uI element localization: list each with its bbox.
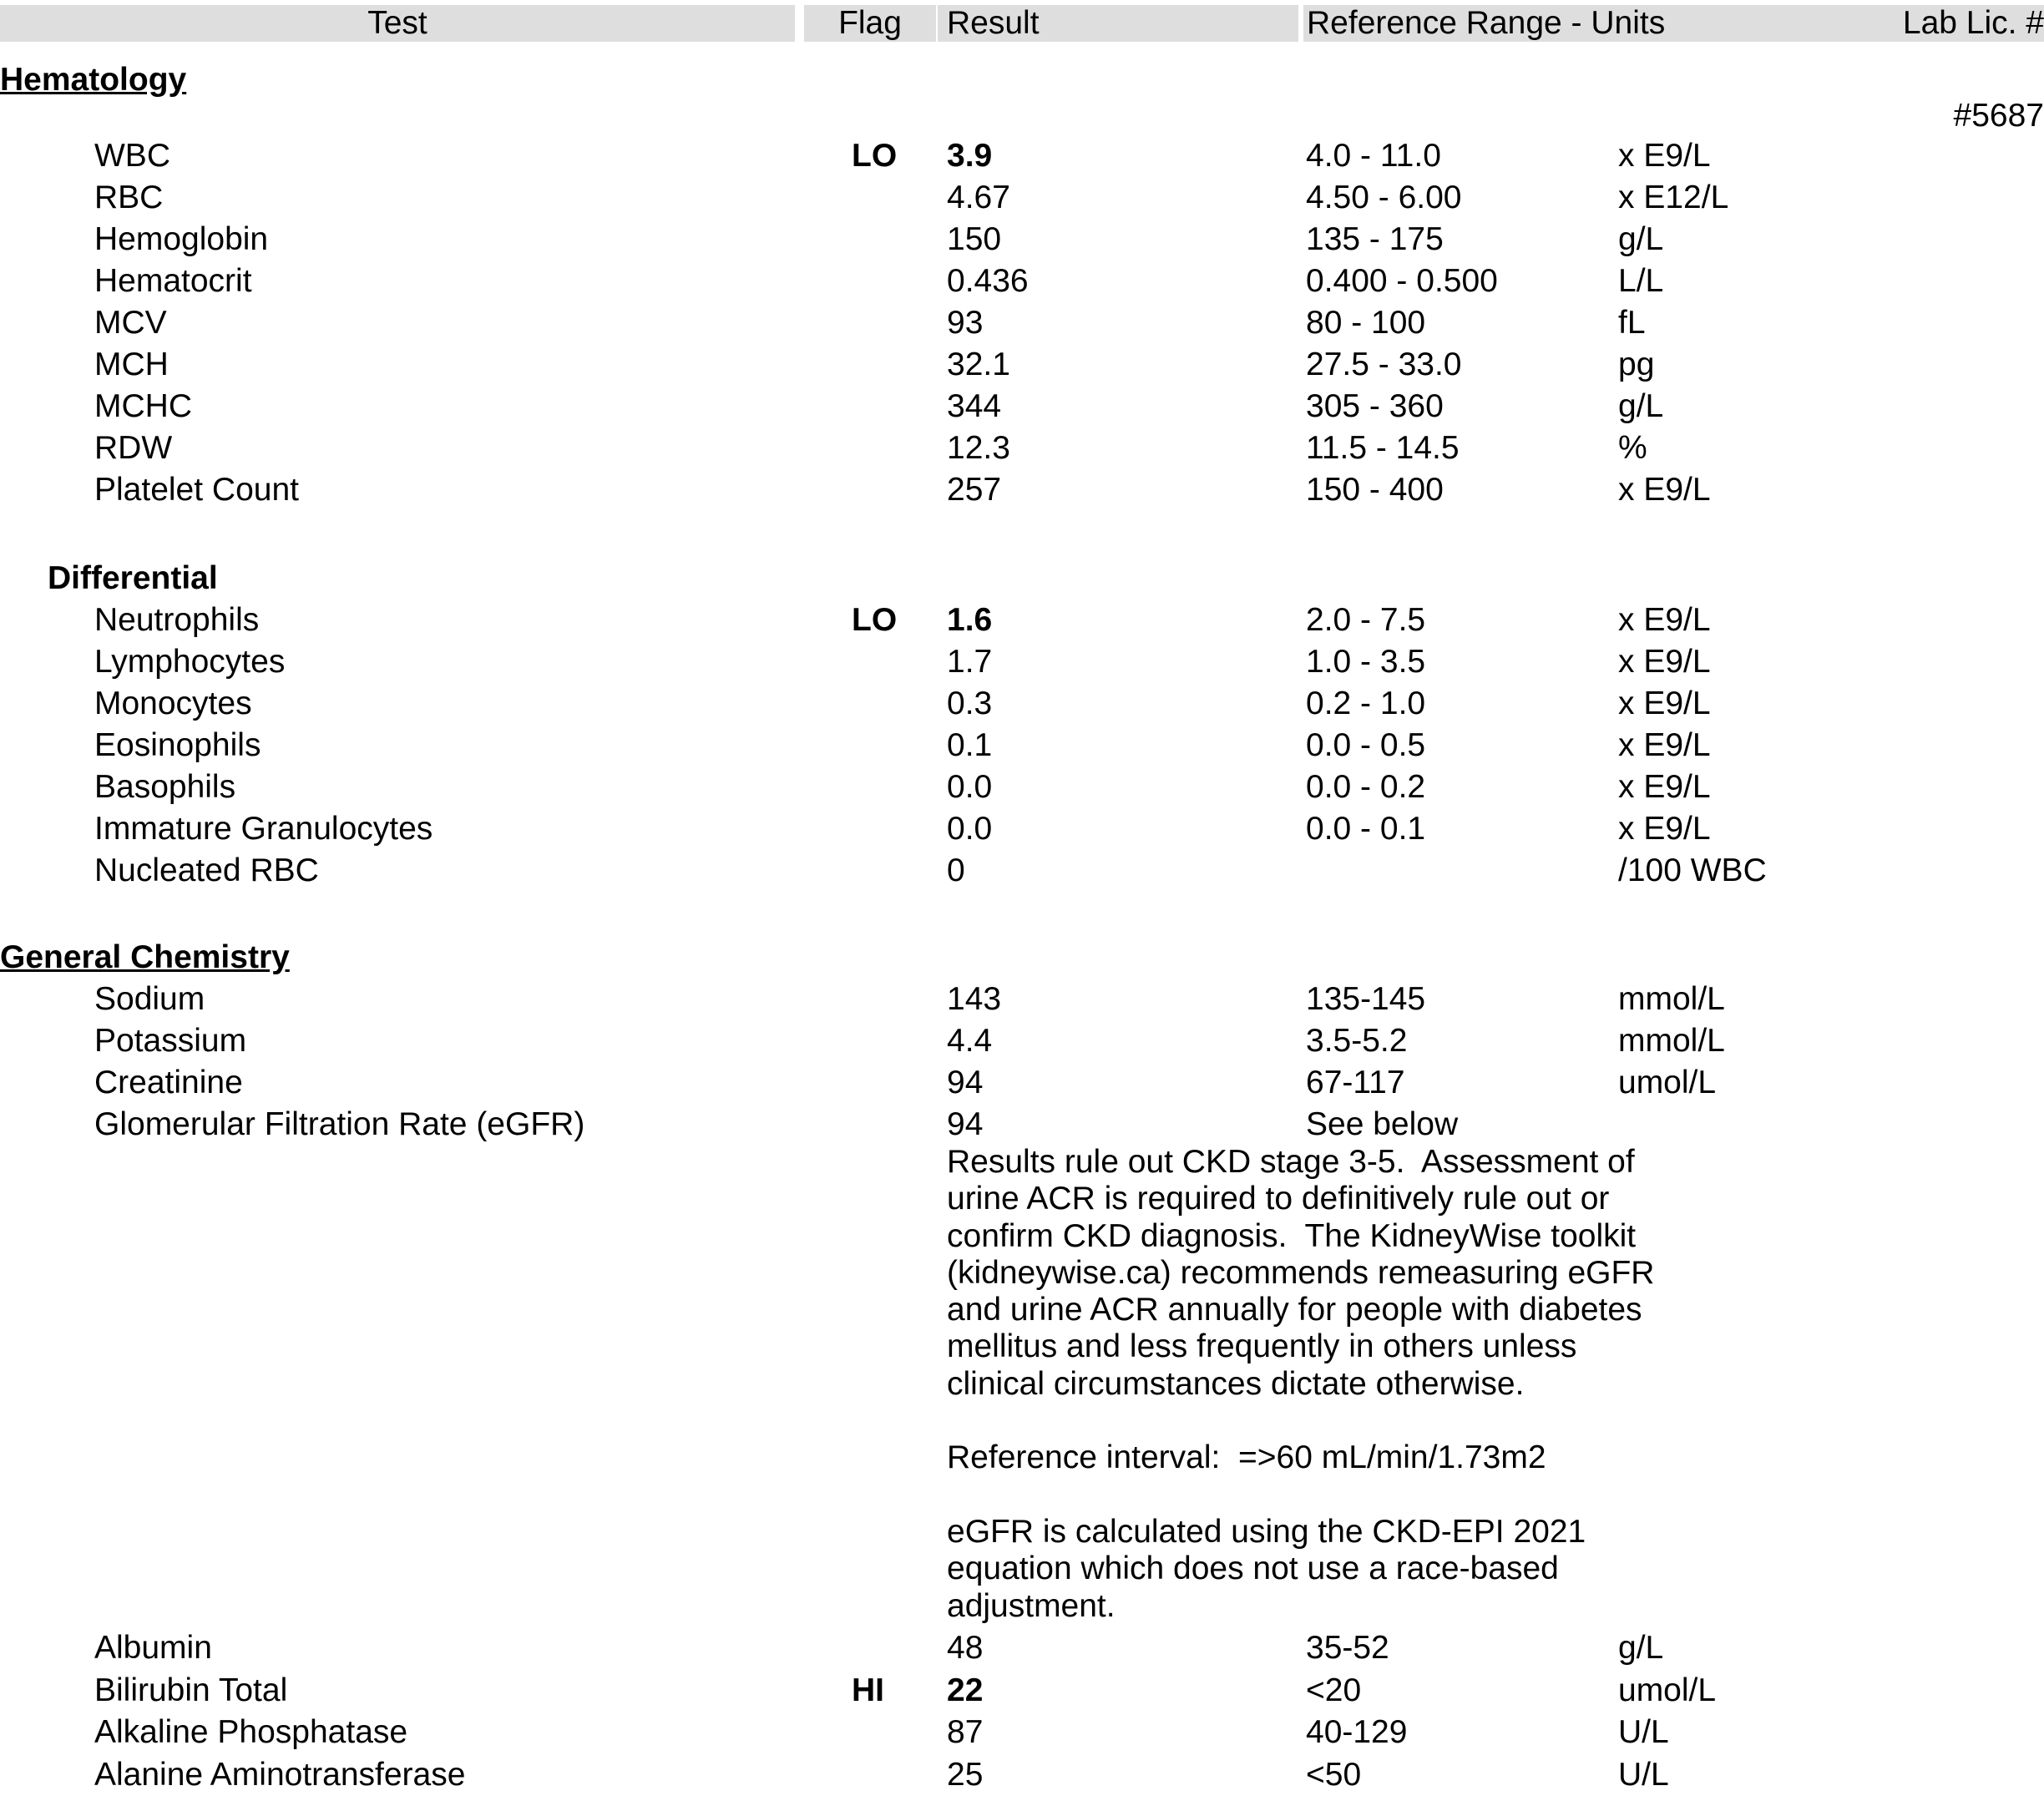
test-name: Bilirubin Total <box>94 1672 288 1708</box>
result-units: x E9/L <box>1618 811 1711 847</box>
result-units: fL <box>1618 305 1646 341</box>
reference-range: 2.0 - 7.5 <box>1306 602 1426 638</box>
header-test: Test <box>0 5 795 42</box>
result-units: % <box>1618 430 1647 466</box>
header-flag: Flag <box>804 5 936 42</box>
result-units: U/L <box>1618 1757 1669 1793</box>
test-name: WBC <box>94 138 170 174</box>
result-flag: LO <box>852 138 898 174</box>
egfr-comment: Results rule out CKD stage 3-5. Assessment of urine ACR is required to definitively rule out or confirm CKD diagnosis. The KidneyWise toolkit (kidneywise.ca) recommends remeasuring eGFR and urine ACR annually for people with diabetes mellitus and less frequently in others unless clinical circumstances dictate otherwise. Reference interval: =>60 mL/min/1.73m2 eGFR is calculated using the CKD-EPI 2021 equation which does not use a race-based adjustment. <box>947 1144 1655 1624</box>
result-units: pg <box>1618 347 1655 382</box>
result-value: 344 <box>947 388 1002 424</box>
reference-range: 4.50 - 6.00 <box>1306 180 1462 215</box>
reference-range: See below <box>1306 1106 1459 1142</box>
result-units: x E9/L <box>1618 602 1711 638</box>
test-name: Basophils <box>94 769 236 805</box>
result-value: 0 <box>947 852 965 888</box>
test-name: RBC <box>94 180 164 215</box>
result-value: 32.1 <box>947 347 1010 382</box>
result-units: g/L <box>1618 221 1664 257</box>
reference-range: <20 <box>1306 1672 1362 1708</box>
header-reference: Reference Range - Units <box>1303 5 2044 42</box>
test-name: Albumin <box>94 1630 212 1666</box>
result-value: 12.3 <box>947 430 1010 466</box>
test-name: Alanine Aminotransferase <box>94 1757 466 1793</box>
result-value: 1.6 <box>947 602 993 638</box>
reference-range: 80 - 100 <box>1306 305 1426 341</box>
test-name: Monocytes <box>94 685 252 721</box>
reference-range: 3.5-5.2 <box>1306 1023 1408 1059</box>
reference-range: 40-129 <box>1306 1714 1408 1750</box>
test-name: MCHC <box>94 388 192 424</box>
result-units: U/L <box>1618 1714 1669 1750</box>
result-flag: LO <box>852 602 898 638</box>
section-title-differential: Differential <box>48 560 218 596</box>
result-value: 94 <box>947 1065 984 1100</box>
test-name: Immature Granulocytes <box>94 811 433 847</box>
result-value: 143 <box>947 981 1002 1017</box>
reference-range: 35-52 <box>1306 1630 1389 1666</box>
result-units: g/L <box>1618 388 1664 424</box>
result-units: x E12/L <box>1618 180 1729 215</box>
test-name: Neutrophils <box>94 602 260 638</box>
result-value: 1.7 <box>947 644 993 680</box>
test-name: Glomerular Filtration Rate (eGFR) <box>94 1106 585 1142</box>
test-name: MCV <box>94 305 167 341</box>
result-value: 0.436 <box>947 263 1029 299</box>
result-value: 4.67 <box>947 180 1010 215</box>
result-units: mmol/L <box>1618 981 1725 1017</box>
reference-range: 67-117 <box>1306 1065 1405 1100</box>
reference-range: 1.0 - 3.5 <box>1306 644 1426 680</box>
test-name: Alkaline Phosphatase <box>94 1714 408 1750</box>
result-units: g/L <box>1618 1630 1664 1666</box>
test-name: Eosinophils <box>94 727 261 763</box>
reference-range: 0.400 - 0.500 <box>1306 263 1498 299</box>
test-name: Platelet Count <box>94 472 299 508</box>
reference-range: <50 <box>1306 1757 1362 1793</box>
reference-range: 0.0 - 0.2 <box>1306 769 1426 805</box>
test-name: RDW <box>94 430 173 466</box>
test-name: MCH <box>94 347 169 382</box>
reference-range: 135 - 175 <box>1306 221 1444 257</box>
result-units: mmol/L <box>1618 1023 1725 1059</box>
result-value: 257 <box>947 472 1002 508</box>
section-title-hematology: Hematology <box>0 62 187 98</box>
result-value: 150 <box>947 221 1002 257</box>
result-value: 87 <box>947 1714 984 1750</box>
reference-range: 135-145 <box>1306 981 1426 1017</box>
result-value: 0.0 <box>947 769 993 805</box>
reference-range: 0.0 - 0.5 <box>1306 727 1426 763</box>
result-units: x E9/L <box>1618 644 1711 680</box>
test-name: Lymphocytes <box>94 644 286 680</box>
reference-range: 4.0 - 11.0 <box>1306 138 1441 174</box>
result-value: 48 <box>947 1630 984 1666</box>
result-units: x E9/L <box>1618 138 1711 174</box>
result-value: 3.9 <box>947 138 993 174</box>
test-name: Sodium <box>94 981 205 1017</box>
result-value: 25 <box>947 1757 984 1793</box>
reference-range: 0.2 - 1.0 <box>1306 685 1426 721</box>
result-units: umol/L <box>1618 1672 1717 1708</box>
lab-license-number: #5687 <box>1953 98 2044 134</box>
result-value: 0.1 <box>947 727 993 763</box>
section-title-general-chemistry: General Chemistry <box>0 939 290 975</box>
test-name: Creatinine <box>94 1065 243 1100</box>
header-result: Result <box>938 5 1298 42</box>
reference-range: 11.5 - 14.5 <box>1306 430 1460 466</box>
result-value: 0.3 <box>947 685 993 721</box>
result-value: 4.4 <box>947 1023 993 1059</box>
result-value: 93 <box>947 305 984 341</box>
reference-range: 150 - 400 <box>1306 472 1444 508</box>
result-units: x E9/L <box>1618 472 1711 508</box>
test-name: Hemoglobin <box>94 221 269 257</box>
result-units: L/L <box>1618 263 1664 299</box>
reference-range: 305 - 360 <box>1306 388 1444 424</box>
result-units: x E9/L <box>1618 769 1711 805</box>
reference-range: 27.5 - 33.0 <box>1306 347 1462 382</box>
test-name: Hematocrit <box>94 263 252 299</box>
result-value: 0.0 <box>947 811 993 847</box>
header-lab-lic: Lab Lic. # <box>1902 5 2044 41</box>
result-units: x E9/L <box>1618 685 1711 721</box>
result-value: 94 <box>947 1106 984 1142</box>
test-name: Potassium <box>94 1023 247 1059</box>
result-units: umol/L <box>1618 1065 1717 1100</box>
result-value: 22 <box>947 1672 984 1708</box>
test-name: Nucleated RBC <box>94 852 319 888</box>
result-units: /100 WBC <box>1618 852 1767 888</box>
result-units: x E9/L <box>1618 727 1711 763</box>
reference-range: 0.0 - 0.1 <box>1306 811 1426 847</box>
result-flag: HI <box>852 1672 884 1708</box>
